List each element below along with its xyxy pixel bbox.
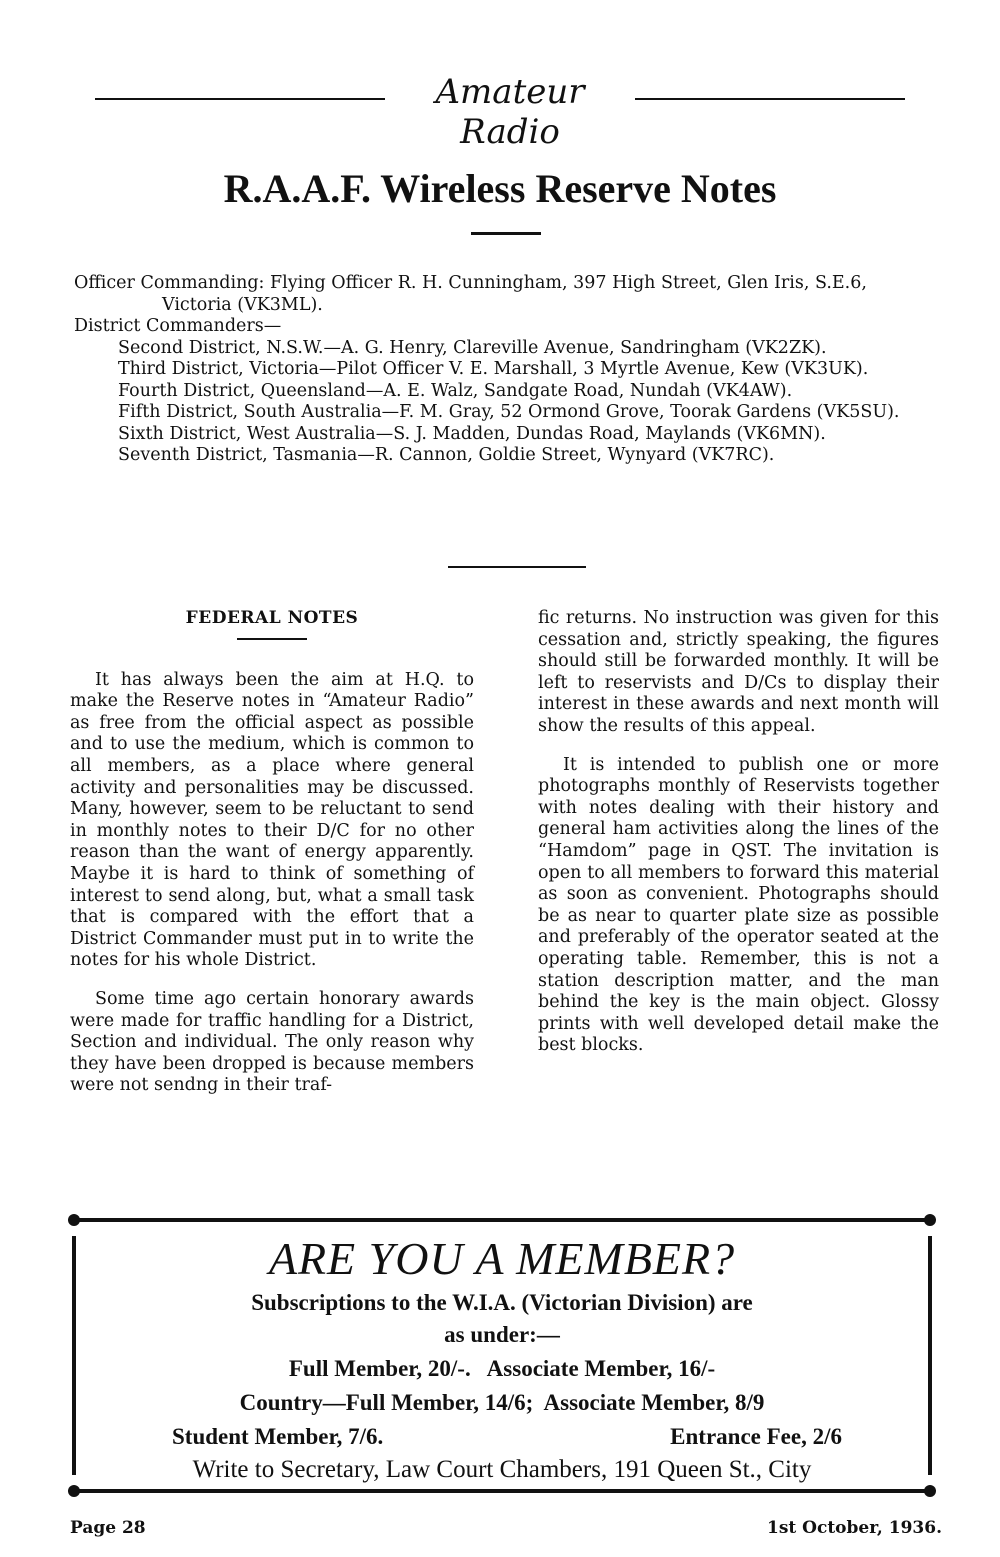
ad-border-bottom: [72, 1489, 932, 1493]
officer-commanding: Officer Commanding: Flying Officer R. H. Cunningham, 397 High Street, Glen Iris, S.E.6, Victoria (VK3ML).: [74, 273, 867, 315]
district-item: Fourth District, Queensland—A. E. Walz, Sandgate Road, Nundah (VK4AW).: [118, 380, 793, 401]
ad-border-left: [72, 1236, 76, 1475]
federal-notes-divider: [237, 638, 307, 640]
masthead-rule-right: [635, 98, 905, 100]
paragraph: fic returns. No instruction was given for this cessation and, strictly speaking, the figures should still be forwarded monthly. It will be left to reservists and D/Cs to display their interest in these awards and next month will show the results of this appeal.: [538, 608, 939, 736]
ad-line: as under:—: [444, 1322, 560, 1347]
district-item: Seventh District, Tasmania—R. Cannon, Goldie Street, Wynyard (VK7RC).: [118, 445, 775, 465]
ad-corner-ornament: [68, 1214, 80, 1226]
ad-line: Full Member, 20/-. Associate Member, 16/-: [288, 1356, 716, 1381]
paragraph: It has always been the aim at H.Q. to make the Reserve notes in “Amateur Radio” as free from the official aspect as possible and to use the medium, which is common to all members, as a place where general activity and personalities may be discussed. Many, however, seem to be reluctant to send in monthly notes to their D/C for no other reason than the want of energy apparently. Maybe it is hard to think of something of interest to send along, but, what a small task that is compared with the effort that a District Commander must put in to write the notes for his whole District.: [70, 669, 474, 971]
paragraph: It is intended to publish one or more photographs monthly of Reservists together with notes dealing with their history and general ham activities along the lines of the “Hamdom” page in QST. The invitation is open to all members to forward this material as soon as convenient. Photographs should be as near to quarter plate size as possible and preferably of the operator seated at the operating table. Remember, this is not a station description matter, and the man behind the key is the main object. Glossy prints with well developed detail make the best blocks.: [538, 754, 939, 1056]
officers-list: [74, 273, 940, 467]
title-divider: [471, 232, 541, 235]
ad-line: Country—Full Member, 14/6; Associate Member, 8/9: [239, 1390, 765, 1415]
federal-notes-left-column: [70, 608, 474, 1114]
district-item: Fifth District, South Australia—F. M. Gray, 52 Ormond Grove, Toorak Gardens (VK5SU).: [118, 402, 900, 422]
ad-headline: ARE YOU A MEMBER?: [268, 1233, 736, 1284]
ad-corner-ornament: [924, 1485, 936, 1497]
issue-date: 1st October, 1936.: [766, 1518, 942, 1538]
ad-line: Student Member, 7/6.: [172, 1424, 384, 1449]
membership-ad-box: [72, 1218, 932, 1493]
paragraph: Some time ago certain honorary awards were made for traffic handling for a District, Section and individual. The only reason why they have been dropped is because members were not sendng in their traf-: [70, 988, 474, 1096]
district-item: Third District, Victoria—Pilot Officer V. E. Marshall, 3 Myrtle Avenue, Kew (VK3UK).: [118, 359, 869, 379]
ad-border-right: [928, 1236, 932, 1475]
federal-notes-heading: FEDERAL NOTES: [185, 608, 359, 628]
district-commanders-label: District Commanders—: [74, 316, 282, 336]
masthead-logo: Amateur Radio: [435, 72, 585, 152]
district-item: Sixth District, West Australia—S. J. Madden, Dundas Road, Maylands (VK6MN).: [118, 423, 826, 444]
ad-corner-ornament: [68, 1485, 80, 1497]
page-number: Page 28: [70, 1518, 146, 1538]
masthead-rule-left: [95, 98, 385, 100]
article-title: R.A.A.F. Wireless Reserve Notes: [223, 166, 777, 211]
officers-divider: [448, 566, 586, 568]
ad-line: Entrance Fee, 2/6: [670, 1424, 842, 1449]
ad-border-top: [72, 1218, 932, 1222]
masthead: [95, 72, 910, 152]
district-item: Second District, N.S.W.—A. G. Henry, Clareville Avenue, Sandringham (VK2ZK).: [118, 337, 827, 358]
ad-line: Subscriptions to the W.I.A. (Victorian Division) are: [251, 1290, 753, 1315]
federal-notes-right-column: [538, 608, 939, 1074]
ad-corner-ornament: [924, 1214, 936, 1226]
ad-contact-line: Write to Secretary, Law Court Chambers, 191 Queen St., City: [192, 1456, 812, 1483]
